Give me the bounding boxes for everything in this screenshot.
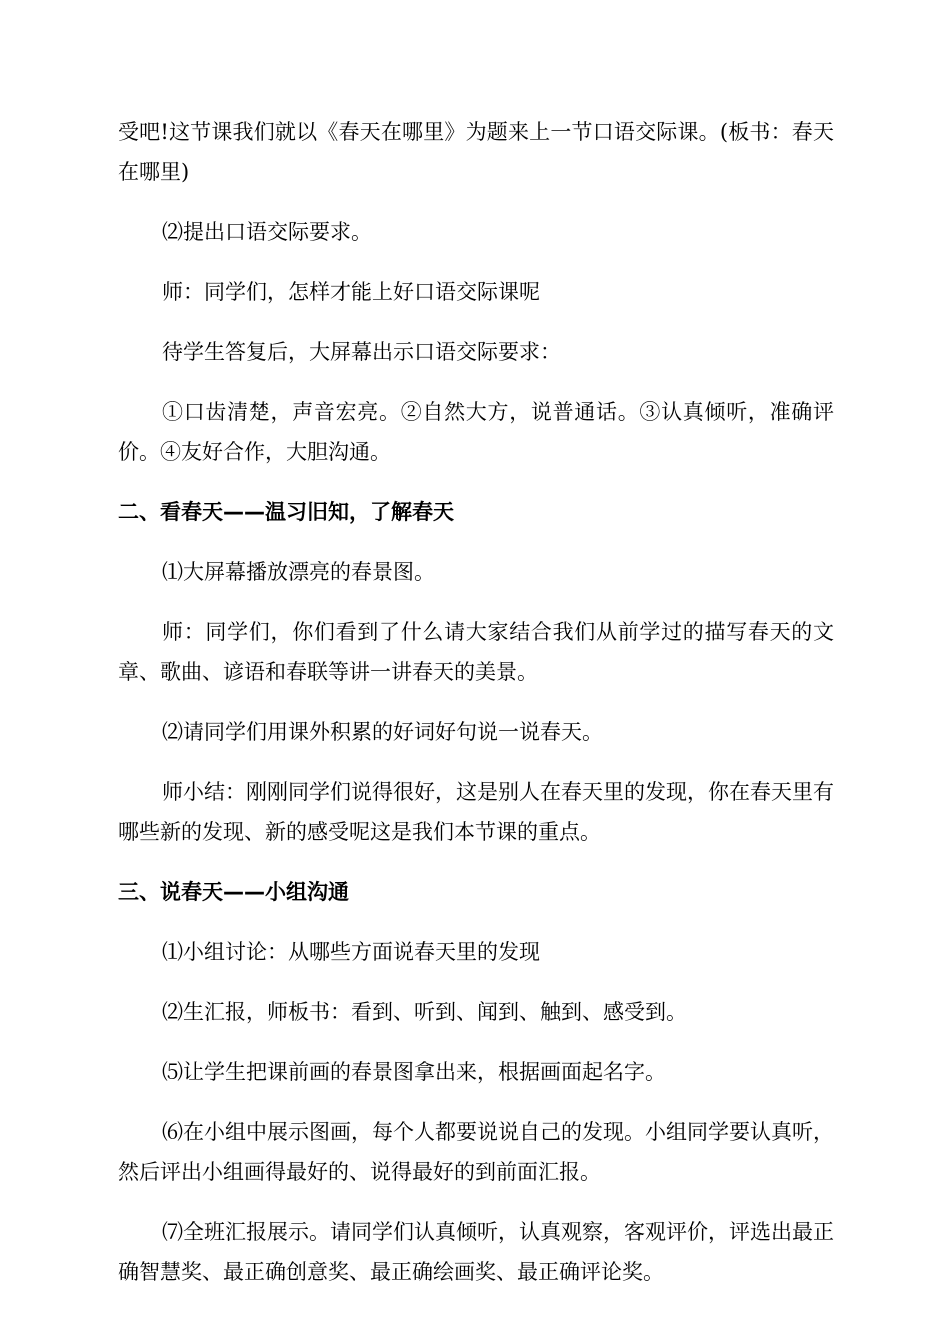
paragraph-teacher-prompt: 师：同学们，你们看到了什么请大家结合我们从前学过的描写春天的文章、歌曲、谚语和春联等讲一讲春天的美景。: [118, 620, 834, 684]
paragraph-teacher-summary: 师小结：刚刚同学们说得很好，这是别人在春天里的发现，你在春天里有哪些新的发现、新的感受呢这是我们本节课的重点。: [118, 780, 834, 844]
paragraph-group-discussion: ⑴小组讨论：从哪些方面说春天里的发现: [162, 940, 540, 964]
paragraph-teacher-question: 师：同学们，怎样才能上好口语交际课呢: [162, 280, 540, 304]
section-heading-2: 二、看春天——温习旧知，了解春天: [118, 500, 454, 524]
paragraph-requirement-intro: ⑵提出口语交际要求。: [162, 220, 372, 244]
paragraph-group-display: ⑹在小组中展示图画，每个人都要说说自己的发现。小组同学要认真听，然后评出小组画得最好的、说得最好的到前面汇报。: [118, 1120, 834, 1184]
paragraph-name-drawings: ⑸让学生把课前画的春景图拿出来，根据画面起名字。: [162, 1060, 666, 1084]
paragraph-class-display: ⑺全班汇报展示。请同学们认真倾听，认真观察，客观评价，评选出最正确智慧奖、最正确创意奖、最正确绘画奖、最正确评论奖。: [118, 1220, 834, 1284]
paragraph-requirement-list: ①口齿清楚，声音宏亮。②自然大方，说普通话。③认真倾听，准确评价。④友好合作，大胆沟通。: [118, 400, 834, 464]
section-heading-3: 三、说春天——小组沟通: [118, 880, 349, 904]
paragraph-continued: 受吧!这节课我们就以《春天在哪里》为题来上一节口语交际课。(板书：春天在哪里): [118, 120, 834, 184]
paragraph-student-report: ⑵生汇报，师板书：看到、听到、闻到、触到、感受到。: [162, 1000, 687, 1024]
paragraph-screen-requirements: 待学生答复后，大屏幕出示口语交际要求：: [162, 340, 561, 364]
paragraph-good-words: ⑵请同学们用课外积累的好词好句说一说春天。: [162, 720, 603, 744]
paragraph-spring-images: ⑴大屏幕播放漂亮的春景图。: [162, 560, 435, 584]
document-body: [118, 112, 834, 1312]
